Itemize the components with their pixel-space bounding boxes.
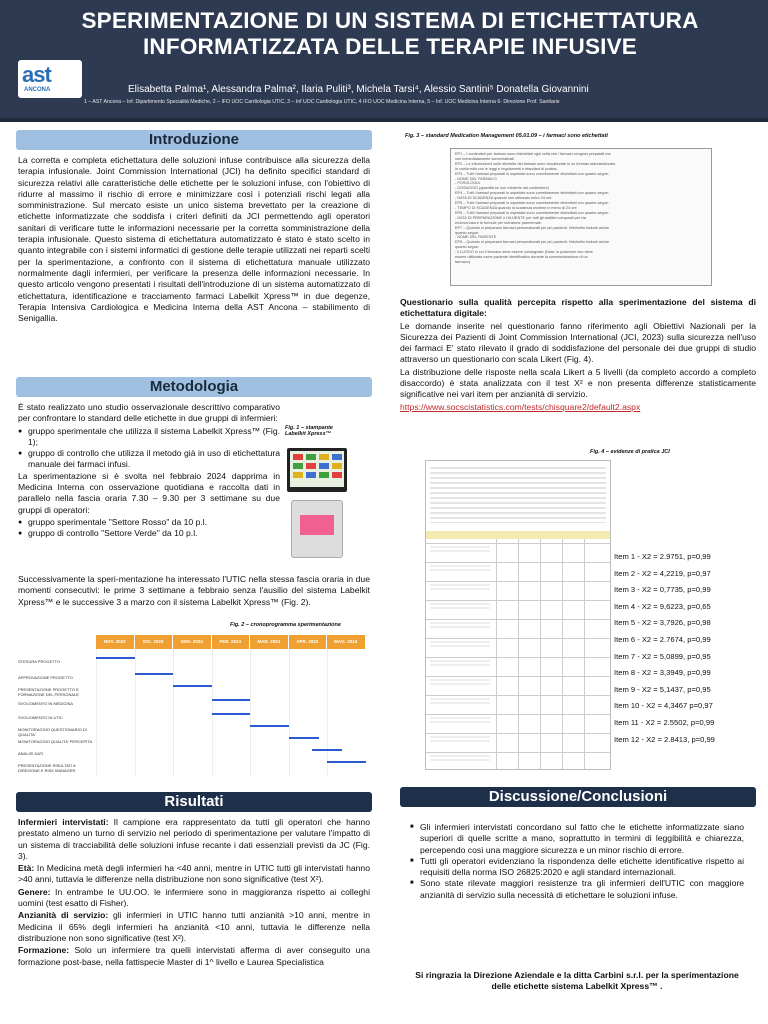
discussione-bullet-1: ■ Gli infermieri intervistati concordano sul fatto che le etichette informatizzate siano superiori di quelle scritte a mano, soprattutto in termini di leggibilità e chiarezza, percependo così una maggiore sicurezza e un minor rischio di errore. xyxy=(410,822,744,856)
gantt-bar xyxy=(327,761,366,763)
gantt-bar xyxy=(173,685,212,687)
gantt-row-label: STESURA PROGETTO xyxy=(18,659,61,664)
fig3-line: - DATA DI SCADENZA quando non utilizzato entro 24 ore xyxy=(455,196,552,201)
fig3-line: non immediatamente somministrati. xyxy=(455,156,515,161)
gantt-month-header: MAR. 2024 xyxy=(250,635,288,649)
fig4-questionnaire-image xyxy=(425,460,611,770)
fig3-line: quanto segue: xyxy=(455,245,480,250)
authors: Elisabetta Palma¹, Alessandra Palma², Ilaria Puliti³, Michela Tarsi⁴, Alessio Santini⁵ Donatella Giovannini xyxy=(128,84,589,95)
discussione-heading: Discussione/Conclusioni xyxy=(400,787,756,807)
fig3-line: in conformità con le leggi e regolamenti e standard di pratica. xyxy=(455,166,558,171)
risultati-heading: Risultati xyxy=(16,792,372,812)
questionario-p2: La distribuzione delle risposte nella scala Likert a 5 livelli (da completo accordo a completo disaccordo) è stata analizzata con il test X² e non presenta differenze statisticamente significative nei vari item per anzianità di servizio. xyxy=(400,366,756,400)
fig3-line: quanto segue: xyxy=(455,230,480,235)
gantt-row-label: SVOLGIMENTO IN UTIC xyxy=(18,715,63,720)
metodologia-bullet-4: ● gruppo di controllo "Settore Verde" da 10 p.l. xyxy=(18,528,280,539)
metodologia-heading: Metodologia xyxy=(16,377,372,397)
chi-square-item: Item 9 - X2 = 5,1437, p=0,95 xyxy=(614,684,711,694)
metodologia-p2: La sperimentazione si è svolta nel febbraio 2024 dapprima in Medicina Interna con osservazione quotidiana e raccolta dati in parallelo nella fascia oraria 7.30 – 9.30 per 3 settimane su due gruppi di operatori: xyxy=(18,470,280,515)
discussione-bullet-2: ■ Tutti gli operatori evidenziano la rispondenza delle etichette identificative rispetto ai requisiti della norma ISO 26825:2020 e agli standard internazionali. xyxy=(410,856,744,879)
chi-square-item: Item 6 - X2 = 2.7674, p=0,99 xyxy=(614,635,711,644)
fig3-line: EP1 – I contenitori per farmaci sono etichettati ogni volta che i farmaci vengono preparati ma xyxy=(455,152,611,156)
printer-label xyxy=(300,515,334,535)
gantt-row-label: PRESENTAZIONE PROGETTO E FORMAZIONE DEL PERSONALE xyxy=(18,687,79,697)
r1-label: Infermieri intervistati: xyxy=(18,817,109,827)
fig3-line: farmaco). xyxy=(455,259,472,264)
gantt-bar xyxy=(250,725,289,727)
thanks-text: Si ringrazia la Direzione Aziendale e la ditta Carbini s.r.l. per la sperimentazione delle etichette sistema Labelkit Xpress™ . xyxy=(415,970,739,992)
fig3-line: EP3 – Tutti i farmaci preparati in ospedale sono correttamente etichettati con quanto segue: xyxy=(455,171,609,176)
gantt-row-label: MONITORAGGIO QUALITA' PERCEPITA xyxy=(18,739,93,744)
chi-square-item: Item 2 - X2 = 4,2219, p=0,97 xyxy=(614,568,711,578)
logo-sub: ANCONA xyxy=(24,87,51,93)
fig1-caption-line-2: Labelkit Xpress™ xyxy=(285,431,332,437)
gantt-bar xyxy=(212,713,251,715)
monitor xyxy=(287,448,347,492)
gantt-month-header: GEN. 2024 xyxy=(173,635,211,649)
fig3-line: - il LUOGO in cui il farmaco deve essere consegnato (Nota: la posizione non deve xyxy=(455,250,593,255)
metodologia-bullet-2: ● gruppo di controllo che utilizza il metodo già in uso di etichettatura manuale dei farmaci infusi. xyxy=(18,448,280,471)
fig3-line: EP7 – Quando si preparano farmaci personalizzati per più pazienti, l'etichetta include anche xyxy=(455,225,610,230)
r4-text: gli infermieri in UTIC hanno tutti anzianità >10 anni, mentre in Medicina il 65% degli infermieri ha anzianità <10 anni, tuttavia le differenze nella distribuzione non sono significative (test X²). xyxy=(18,910,370,943)
poster-header xyxy=(0,0,768,122)
r2-label: Età: xyxy=(18,863,35,874)
gantt-bar xyxy=(212,699,251,701)
fig3-line: - POSOLOGIA xyxy=(455,181,480,186)
risultati-text xyxy=(18,817,370,969)
gantt-month-header: NOV. 2023 xyxy=(96,635,134,649)
gantt-month-header: MAG. 2024 xyxy=(327,635,365,649)
chi-square-item: Item 3 - X2 = 0,7735, p=0,99 xyxy=(614,585,711,595)
r1-text: Il campione era rappresentato da tutti gli operatori che hanno prestato almeno un turno di servizio nel periodo di sperimentazione per valutare l'impatto di un sistema di tracciabilità delle soluzioni infuse recante i dati essenziali previsti da JC (Fig. 3). xyxy=(18,817,370,861)
r2-text: In Medicina metà degli infermieri ha <40 anni, mentre in UTIC tutti gli intervistati hanno >40 anni, tuttavia le differenze nella distribuzione non sono significative (test X²). xyxy=(18,863,370,885)
fig3-line: essere utilizzata come paziente identificativo durante la somministrazione di un xyxy=(455,255,588,260)
fig2-caption: Fig. 2 – cronoprogramma sperimentazione xyxy=(230,622,341,628)
gantt-bar xyxy=(289,737,320,739)
gantt-row-label: ANALISI DATI xyxy=(18,751,44,756)
r5-label: Formazione: xyxy=(18,945,70,956)
fig3-line: - NOME DEL FARMACO xyxy=(455,176,497,181)
chi-square-item: Item 12 - X2 = 2.8413, p=0,99 xyxy=(614,734,715,744)
metodologia-p1: È stato realizzato uno studio osservazionale descrittivo comparativo per confrontare lo standard delle etichette in due gruppi di infermieri: xyxy=(18,402,280,424)
ast-logo xyxy=(18,60,82,98)
chi-square-item: Item 5 - X2 = 3,7926, p=0,98 xyxy=(614,618,711,628)
discussione-bullet-3: ■ Sono state rilevate maggiori resistenze tra gli infermieri dell'UTIC con maggiore anzianità di servizio sulla necessità di etichettare le soluzioni infuse. xyxy=(410,878,744,901)
fig4-caption: Fig. 4 – evidenze di pratica JCI xyxy=(590,449,670,455)
chi-square-item: Item 11 - X2 = 2.5502, p=0,99 xyxy=(614,718,715,727)
title-line-2: INFORMATIZZATA DELLE TERAPIE INFUSIVE xyxy=(142,34,638,59)
metodologia-bullet-3: ● gruppo sperimentale "Settore Rosso" da 10 p.l. xyxy=(18,517,280,528)
metodologia-bullet-1: ● gruppo sperimentale che utilizza il sistema Labelkit Xpress™ (Fig. 1); xyxy=(18,426,280,449)
monitor-screen xyxy=(290,451,344,487)
fig3-line: EP2 – Le informazioni sulle etichette dei farmaci sono visualizzate in un formato standardizzato, xyxy=(455,161,617,166)
chi-square-item: Item 4 - X2 = 9,6223, p=0,65 xyxy=(614,601,711,611)
questionario-section xyxy=(400,297,756,414)
fig3-standard-box xyxy=(450,148,712,286)
intro-text: La corretta e completa etichettatura delle soluzioni infuse contribuisce alla sicurezza della terapia infusionale. Joint Commission International (JCI) ha definito specifici standard di sicurezza relativi alle caratteristiche delle etichette per le soluzioni infuse, con l'obiettivo di ridurre al massimo il rischio di errore e minimizzare così i potenziali rischi legati alla somministrazione. Sul mercato esiste un unico sistema brevettato per la creazione di etichette informatizzate che soddisfa i criteri definiti da JCI permettendo agli operatori sanitari di verificare tutte le informazioni necessarie per la corretta somministrazione della terapia infusionale. Questo sistema di etichettatura automatizzato è stato è stato scelto in quanto integrabile con i sistemi informatici di gestione delle terapie utilizzati nei reparti scelti per la sperimentazione, a confronto con il sistema di etichettatura manuale utilizzato normalmente dagli infermieri, per verificare la presenza delle informazioni necessarie. In questo articolo vengono presentati i risultati dell'introduzione di un sistema automatizzato di etichettatura, identificazione e tracciamento farmaci Labelkit Xpress™ in due degenze, Terapia Intensiva Cardiologica e Medicina Interna della AST Ancona – stabilimento di Senigallia. xyxy=(18,155,370,324)
fig3-line: EP8 – Quando si preparano farmaci personalizzati per più pazienti, l'etichetta include anche xyxy=(455,240,610,245)
labelkit-printer-image xyxy=(283,448,353,560)
gantt-chart xyxy=(18,635,368,777)
fig3-caption: Fig. 3 – standard Medication Management 05.01.09 – i farmaci sono etichettati xyxy=(405,133,608,139)
logo-text: ast xyxy=(22,62,51,87)
printer-body xyxy=(291,500,343,558)
fig3-line: - DOSAGGIO (quantità se non evidente dal contenitore) xyxy=(455,186,549,191)
questionario-title: Questionario sulla qualità percepita rispetto alla sperimentazione del sistema di etichettatura digitale: xyxy=(400,297,756,319)
fig1-caption xyxy=(285,425,333,437)
gantt-bar xyxy=(96,657,135,659)
metodologia-p3: Successivamente la speri-mentazione ha interessato l'UTIC nella stessa fascia oraria in due momenti consecutivi: le prime 3 settimane a febbraio senza l'ausilio del sistema Labelkit Xpress™ e le successive 3 a marzo con il sistema Labelkit Xpress™ (Fig. 2). xyxy=(18,574,370,607)
gantt-month-header: APR. 2024 xyxy=(289,635,327,649)
discussione-text xyxy=(410,822,744,901)
chi-square-item: Item 8 - X2 = 3,3949, p=0,99 xyxy=(614,668,711,678)
fig3-line: endovenosa e le formule per nutrizione parenterale. xyxy=(455,220,542,225)
chi-square-item: Item 1 - X2 = 2.9751, p=0,99 xyxy=(614,552,711,561)
fig3-line: EP5 – Tutti i farmaci preparati in ospedale sono correttamente etichettati con quanto segue: xyxy=(455,201,609,206)
chi-square-item: Item 10 - X2 = 4,3467 p=0,97 xyxy=(614,701,713,711)
gantt-row-label: SVOLGIMENTO IN MEDICINA xyxy=(18,701,74,706)
fig1-caption-line-1: Fig. 1 – stampante xyxy=(285,425,333,431)
r3-text: In entrambe le UU.OO. le infermiere sono in maggioranza rispetto ai colleghi uomini (test esatto di Fisher). xyxy=(18,886,370,909)
gantt-month-header: DIC. 2023 xyxy=(135,635,173,649)
fig3-line: - DATA DI PREPARAZIONE e DILUENTE per tutti gli additivi compositi per via xyxy=(455,215,587,220)
r4-label: Anzianità di servizio: xyxy=(18,910,109,921)
fig3-line: EP6 – Tutti i farmaci preparati in ospedale sono correttamente etichettati con quanto segue: xyxy=(455,210,609,215)
gantt-row-label: PRESENTAZIONE RISULTATI A DIREZIONE E RISK MANAGER xyxy=(18,763,76,773)
intro-heading: Introduzione xyxy=(16,130,372,150)
chi-square-item: Item 7 - X2 = 5,0899, p=0,95 xyxy=(614,651,711,661)
affiliations: 1 – AST Ancona – Inf. Dipartimento Specialità Mediche, 2 – IFO UOC Cardiologia UTIC, 3 – Inf UOC Cardiologia UTIC, 4 IFO UOC Medicina Interna, 5 – Inf. UOC Medicina Interna 6- Direzione Prof. Sanitarie xyxy=(84,99,560,105)
r5-text: Solo un infermiere tra quelli intervistati afferma di aver conseguito una formazione post-base, nella fattispecie Master di 1^ livello e Laurea Specialistica xyxy=(18,945,370,967)
gantt-bar xyxy=(135,673,174,675)
gantt-row-label: MONITORAGGIO QUESTIONARIO DI QUALITA' xyxy=(18,727,87,737)
poster-title xyxy=(40,8,740,60)
gantt-bar xyxy=(312,749,343,751)
fig3-line: - NOME DEL PAZIENTE xyxy=(455,235,497,240)
chisquare-link[interactable]: https://www.socscistatistics.com/tests/chisquare2/default2.aspx xyxy=(400,401,641,412)
fig3-line: EP4 – Tutti i farmaci preparati in ospedale sono correttamente etichettati con quanto segue: xyxy=(455,191,609,196)
gantt-row-label: APPROVAZIONE PROGETTO xyxy=(18,675,73,680)
r3-label: Genere: xyxy=(18,886,51,897)
title-line-1: SPERIMENTAZIONE DI UN SISTEMA DI ETICHETTATURA xyxy=(81,8,699,33)
questionario-p1: Le domande inserite nel questionario fanno riferimento agli Obiettivi Nazionali per la Sicurezza dei Pazienti di Joint Commission International (JCI, 2023) sulla sicurezza nell'uso dei farmaci E' stato rilevato il grado di soddisfazione del personale dei due gruppi di studio attraverso un questionario con scala Likert (Fig. 4). xyxy=(400,320,756,365)
gantt-month-header: FEB. 2024 xyxy=(212,635,250,649)
fig3-line: - TEMPO DI SCADENZA quando la scadenza avviene in meno di 24 ore xyxy=(455,205,577,210)
metodologia-text-1 xyxy=(18,402,280,540)
